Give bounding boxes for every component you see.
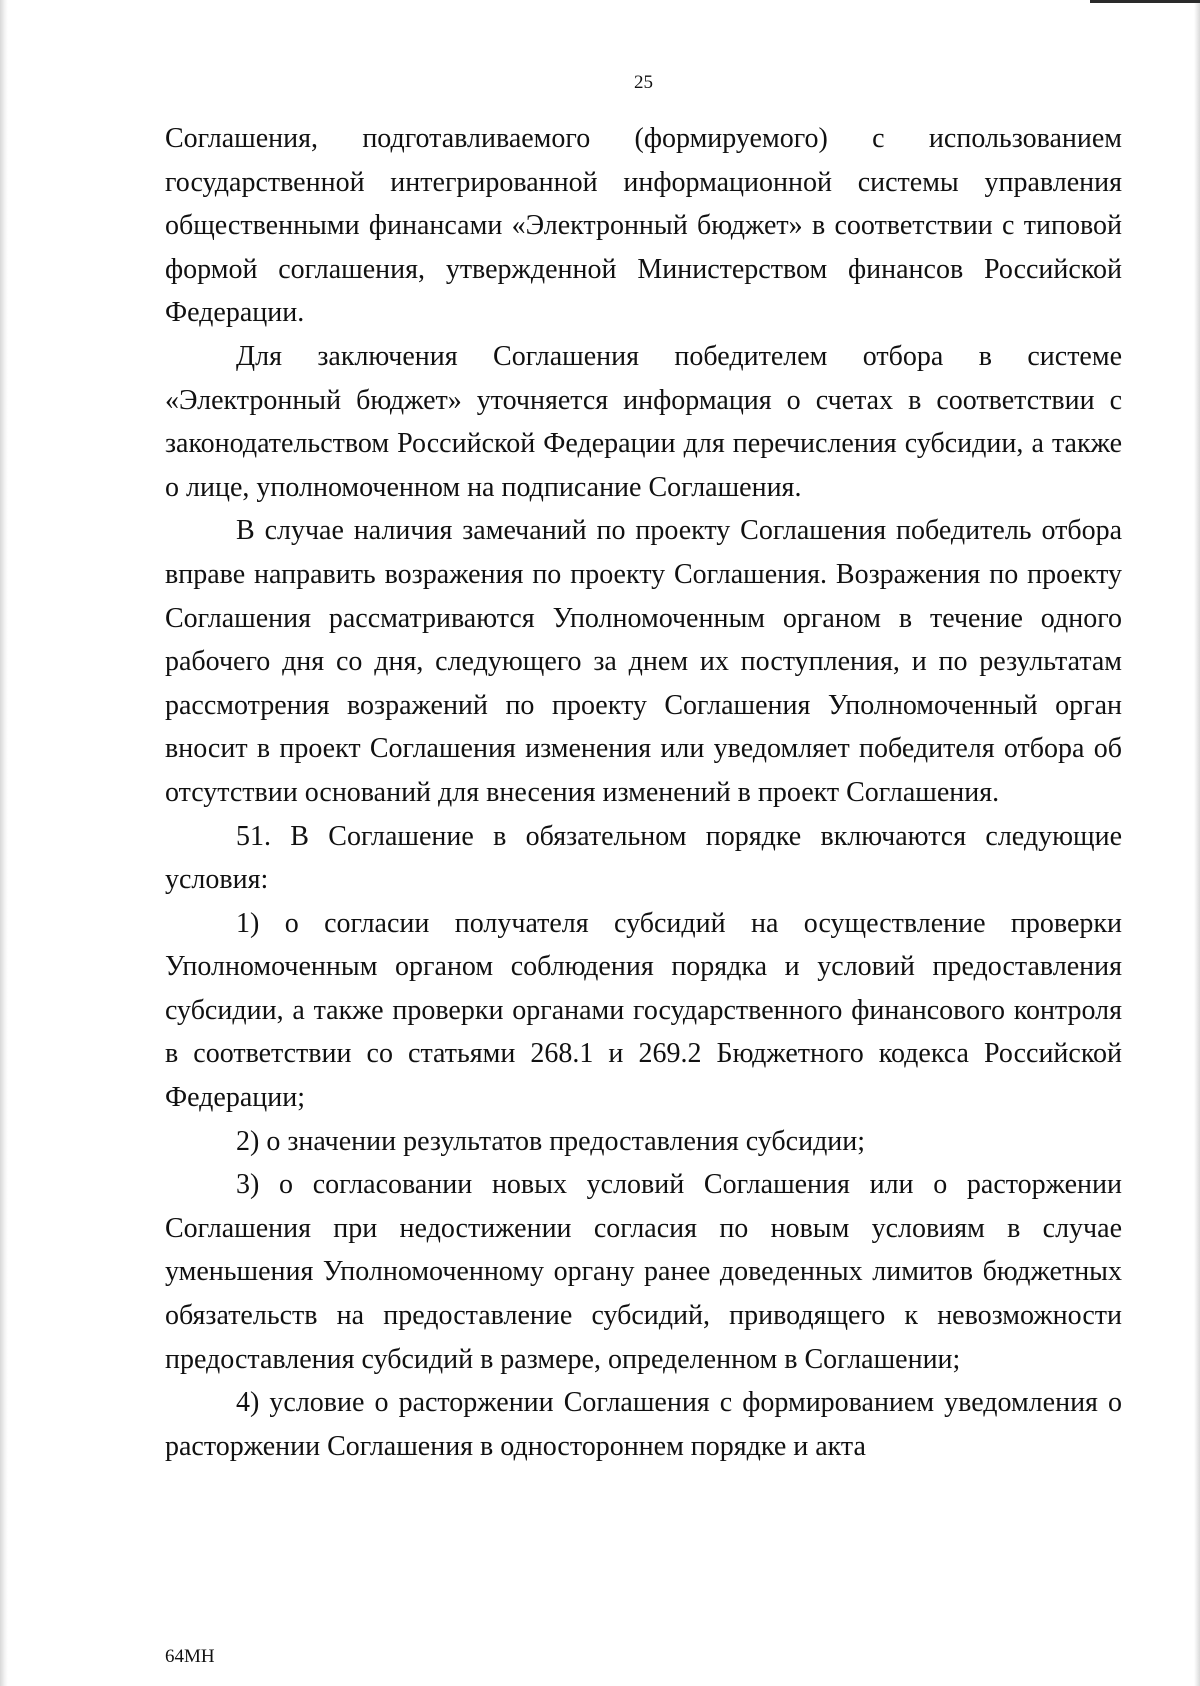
- scan-mark: [1090, 0, 1200, 3]
- footer-document-code: 64МН: [165, 1646, 215, 1667]
- paragraph-clause-51: 51. В Соглашение в обязательном порядке включаются следующие условия:: [165, 820, 1122, 896]
- paragraph-continuation: Соглашения, подготавливаемого (формируемого) с использованием государственной интегрированной информационной системы управления общественными финансами «Электронный бюджет» в соответствии с типовой формой соглашения, утвержденной Министерством финансов Российской Федерации.: [165, 123, 1122, 329]
- list-item-2: 2) о значении результатов предоставления субсидии;: [236, 1125, 866, 1157]
- list-item-4: 4) условие о расторжении Соглашения с формированием уведомления о расторжении Соглашения в одностороннем порядке и акта: [165, 1387, 1122, 1462]
- list-item-1: 1) о согласии получателя субсидий на осуществление проверки Уполномоченным органом соблюдения порядка и условий предоставления субсидии, а также проверки органами государственного финансового контроля в соответствии со статьями 268.1 и 269.2 Бюджетного кодекса Российской Федерации;: [165, 907, 1122, 1114]
- page-number: 25: [634, 72, 653, 93]
- document-body: [165, 117, 1122, 1468]
- paragraph-agreement-conclusion: Для заключения Соглашения победителем отбора в системе «Электронный бюджет» уточняется информация о счетах в соответствии с законодательством Российской Федерации для перечисления субсидии, а также о лице, уполномоченном на подписание Соглашения.: [165, 340, 1122, 503]
- list-item-3: 3) о согласовании новых условий Соглашения или о расторжении Соглашения при недостижении согласия по новым условиям в случае уменьшения Уполномоченному органу ранее доведенных лимитов бюджетных обязательств на предоставление субсидий, приводящего к невозможности предоставления субсидий в размере, определенном в Соглашении;: [165, 1169, 1122, 1375]
- paragraph-objections: В случае наличия замечаний по проекту Соглашения победитель отбора вправе направить возражения по проекту Соглашения. Возражения по проекту Соглашения рассматриваются Уполномоченным органом в течение одного рабочего дня со дня, следующего за днем их поступления, и по результатам рассмотрения возражений по проекту Соглашения Уполномоченный орган вносит в проект Соглашения изменения или уведомляет победителя отбора об отсутствии оснований для внесения изменений в проект Соглашения.: [165, 515, 1122, 808]
- scan-edge-right: [1194, 0, 1200, 1686]
- scan-edge-left: [0, 0, 8, 1686]
